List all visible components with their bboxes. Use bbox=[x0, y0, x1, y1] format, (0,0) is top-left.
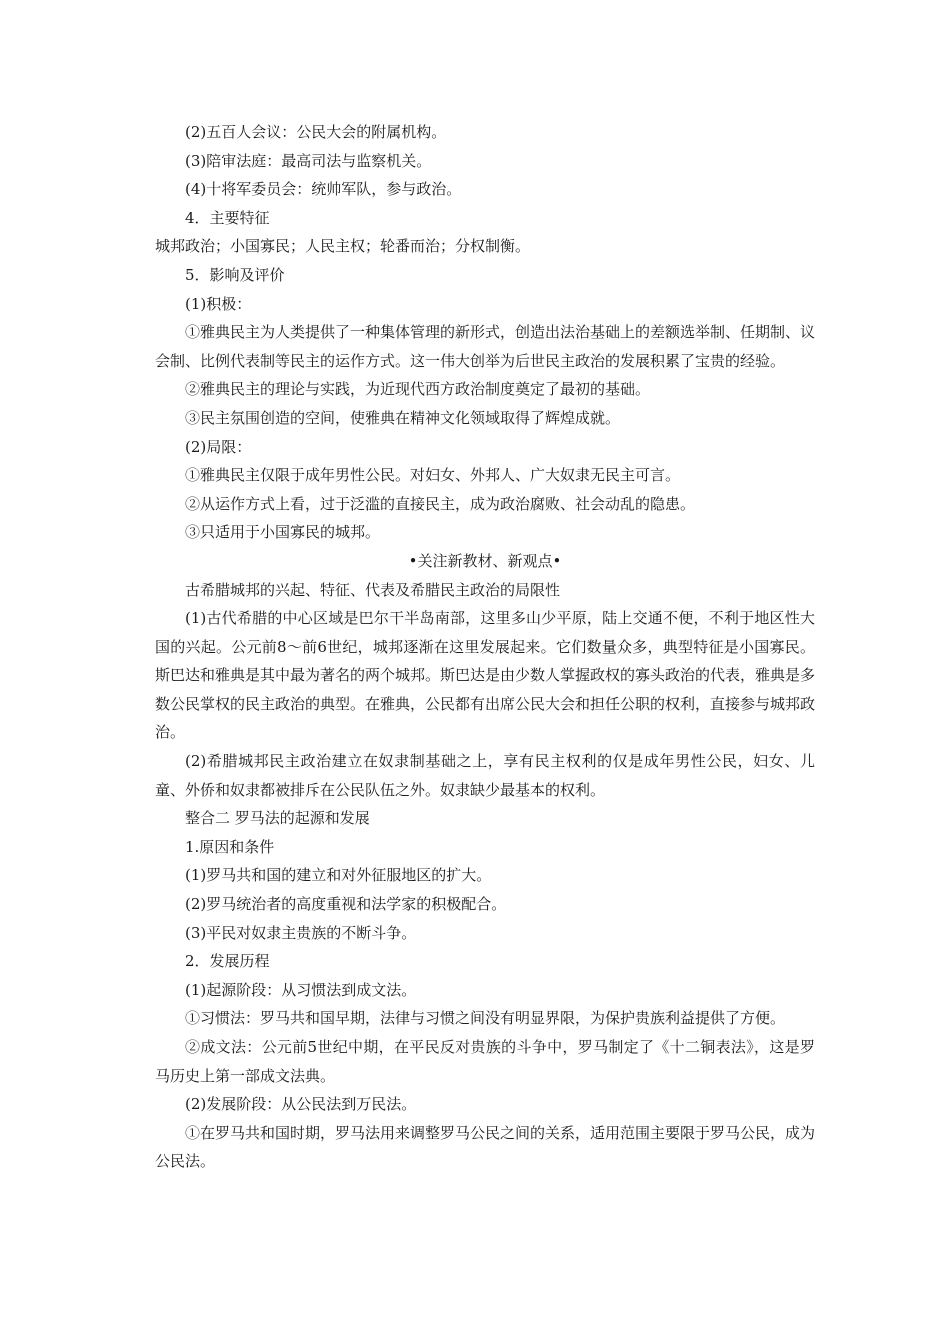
subheading: 2．发展历程 bbox=[185, 952, 270, 971]
paragraph: (2)罗马统治者的高度重视和法学家的积极配合。 bbox=[185, 895, 507, 914]
section-heading: 5．影响及评价 bbox=[185, 265, 285, 284]
document-body bbox=[155, 118, 815, 1176]
paragraph: (1)古代希腊的中心区域是巴尔干半岛南部，这里多山少平原，陆上交通不便，不利于地区性大国的兴起。公元前8～前6世纪，城邦逐渐在这里发展起来。它们数量众多，典型特征是小国寡民。斯巴达和雅典是其中最为著名的两个城邦。斯巴达是由少数人掌握政权的寡头政治的代表，雅典是多数公民掌权的民主政治的典型。在雅典，公民都有出席公民大会和担任公职的权利，直接参与城邦政治。 bbox=[155, 609, 816, 742]
subheading: 1.原因和条件 bbox=[185, 837, 275, 856]
paragraph: ①雅典民主仅限于成年男性公民。对妇女、外邦人、广大奴隶无民主可言。 bbox=[185, 466, 681, 485]
paragraph: ②成文法：公元前5世纪中期，在平民反对贵族的斗争中，罗马制定了《十二铜表法》，这是罗马历史上第一部成文法典。 bbox=[155, 1038, 815, 1085]
subheading: (2)局限： bbox=[185, 437, 252, 456]
paragraph: (2)发展阶段：从公民法到万民法。 bbox=[185, 1095, 417, 1114]
paragraph: 城邦政治；小国寡民；人民主权；轮番而治；分权制衡。 bbox=[155, 237, 531, 256]
paragraph: (3)平民对奴隶主贵族的不断斗争。 bbox=[185, 923, 417, 942]
paragraph: (1)罗马共和国的建立和对外征服地区的扩大。 bbox=[185, 866, 492, 885]
paragraph: ③只适用于小国寡民的城邦。 bbox=[185, 523, 381, 542]
paragraph: (3)陪审法庭：最高司法与监察机关。 bbox=[185, 151, 432, 170]
section-banner: •关注新教材、新观点• bbox=[408, 551, 562, 570]
paragraph: ①在罗马共和国时期，罗马法用来调整罗马公民之间的关系，适用范围主要限于罗马公民，成为公民法。 bbox=[155, 1123, 816, 1171]
paragraph: ①雅典民主为人类提供了一种集体管理的新形式，创造出法治基础上的差额选举制、任期制、议会制、比例代表制等民主的运作方式。这一伟大创举为后世民主政治的发展积累了宝贵的经验。 bbox=[155, 323, 816, 370]
paragraph: (1)起源阶段：从习惯法到成文法。 bbox=[185, 980, 417, 999]
subheading: (1)积极： bbox=[185, 294, 252, 313]
paragraph: ②雅典民主的理论与实践，为近现代西方政治制度奠定了最初的基础。 bbox=[185, 380, 651, 399]
section-heading: 整合二 罗马法的起源和发展 bbox=[185, 809, 370, 828]
paragraph: (4)十将军委员会：统帅军队，参与政治。 bbox=[185, 180, 462, 199]
paragraph: ③民主氛围创造的空间，使雅典在精神文化领域取得了辉煌成就。 bbox=[185, 408, 621, 427]
paragraph: ②从运作方式上看，过于泛滥的直接民主，成为政治腐败、社会动乱的隐患。 bbox=[185, 494, 696, 513]
paragraph: (2)五百人会议：公民大会的附属机构。 bbox=[185, 123, 447, 141]
paragraph: (2)希腊城邦民主政治建立在奴隶制基础之上，享有民主权利的仅是成年男性公民，妇女、儿童、外侨和奴隶都被排斥在公民队伍之外。奴隶缺少最基本的权利。 bbox=[155, 752, 815, 799]
paragraph: ①习惯法：罗马共和国早期，法律与习惯之间没有明显界限，为保护贵族利益提供了方便。 bbox=[185, 1009, 786, 1028]
section-heading: 4．主要特征 bbox=[185, 208, 270, 227]
topic-title: 古希腊城邦的兴起、特征、代表及希腊民主政治的局限性 bbox=[185, 580, 561, 599]
